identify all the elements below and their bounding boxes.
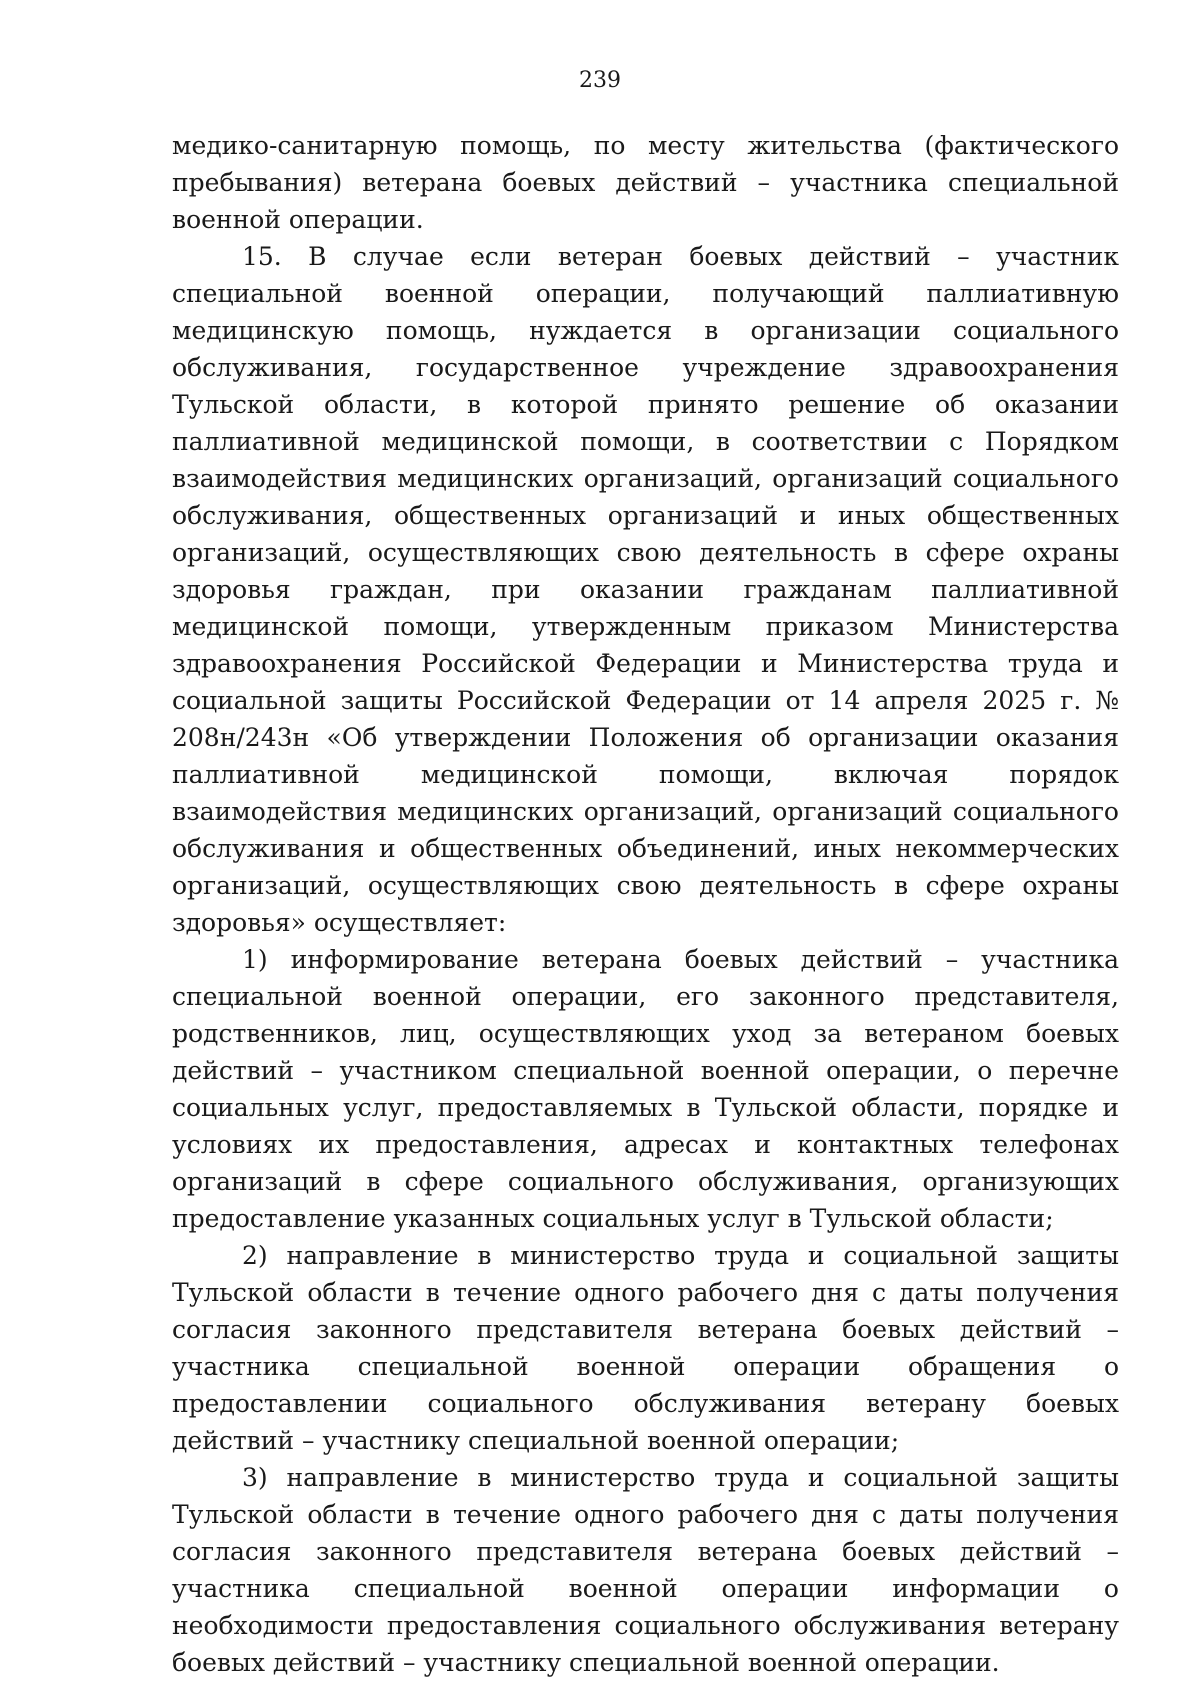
document-body [172, 127, 1119, 1681]
paragraph-subitem-1: 1) информирование ветерана боевых действий – участника специальной военной операции, его законного представителя, родственников, лиц, осуществляющих уход за ветераном боевых действий – участником специальной военной операции, о перечне социальных услуг, предоставляемых в Тульской области, порядке и условиях их предоставления, адресах и контактных телефонах организаций в сфере социального обслуживания, организующих предоставление указанных социальных услуг в Тульской области; [172, 945, 1119, 1233]
page-number: 239 [579, 68, 621, 93]
paragraph-continuation: медико-санитарную помощь, по месту жительства (фактического пребывания) ветерана боевых действий – участника специальной военной операции. [172, 131, 1119, 234]
paragraph-item-15: 15. В случае если ветеран боевых действий – участник специальной военной операции, получающий паллиативную медицинскую помощь, нуждается в организации социального обслуживания, государственное учреждение здравоохранения Тульской области, в которой принято решение об оказании паллиативной медицинской помощи, в соответствии с Порядком взаимодействия медицинских организаций, организаций социального обслуживания, общественных организаций и иных общественных организаций, осуществляющих свою деятельность в сфере охраны здоровья граждан, при оказании гражданам паллиативной медицинской помощи, утвержденным приказом Министерства здравоохранения Российской Федерации и Министерства труда и социальной защиты Российской Федерации от 14 апреля 2025 г. № 208н/243н «Об утверждении Положения об организации оказания паллиативной медицинской помощи, включая порядок взаимодействия медицинских организаций, организаций социального обслуживания и общественных объединений, иных некоммерческих организаций, осуществляющих свою деятельность в сфере охраны здоровья» осуществляет: [172, 242, 1119, 937]
paragraph-subitem-3: 3) направление в министерство труда и социальной защиты Тульской области в течение одного рабочего дня с даты получения согласия законного представителя ветерана боевых действий – участника специальной военной операции информации о необходимости предоставления социального обслуживания ветерану боевых действий – участнику специальной военной операции. [172, 1463, 1119, 1677]
paragraph-subitem-2: 2) направление в министерство труда и социальной защиты Тульской области в течение одного рабочего дня с даты получения согласия законного представителя ветерана боевых действий – участника специальной военной операции обращения о предоставлении социального обслуживания ветерану боевых действий – участнику специальной военной операции; [172, 1241, 1119, 1455]
